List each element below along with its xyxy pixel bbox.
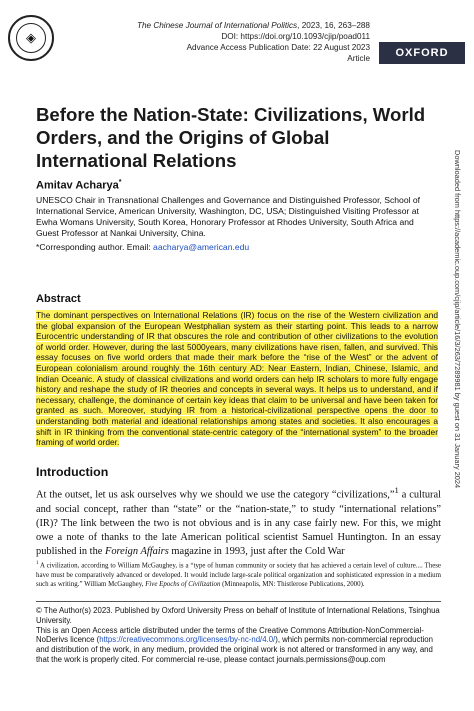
institution-seal-icon — [8, 15, 54, 61]
author-email-link[interactable]: aacharya@american.edu — [153, 242, 250, 252]
copyright-line: © The Author(s) 2023. Published by Oxford University Press on behalf of Institute of International Relations, Tsinghua University. — [36, 606, 440, 625]
intro-text-b: a cultural and social concept, rather than “state” or the “nation-state,” to study “international relations” (IR)? The link between the two is not obvious and is in any case fairly new. For this, we might owe a note of thanks to the late American political scientist Samuel Huntington. In an essay published in the — [36, 489, 441, 557]
footnote-italic: Five Epochs of Civilization — [145, 580, 221, 588]
author-name-text: Amitav Acharya — [36, 179, 119, 192]
license-block — [36, 606, 444, 665]
footnote — [36, 559, 441, 589]
intro-text-a: At the outset, let us ask ourselves why we should we use the category “civilizations,” — [36, 489, 395, 501]
journal-name: The Chinese Journal of International Politics — [136, 21, 298, 30]
download-watermark — [453, 150, 468, 570]
license-divider — [36, 601, 441, 602]
journal-citation: , 2023, 16, 263–288 — [297, 21, 370, 30]
footnote-number: 1 — [36, 561, 39, 566]
introduction-heading: Introduction — [36, 465, 109, 479]
author-affiliation: UNESCO Chair in Transnational Challenges and Governance and Distinguished Professor, School of International Service, American University, Washington, DC, USA; Distinguished Visiting Professor at Ewha Womans University, South Korea, Honorary Professor at Rhodes University, South Africa and Guest Professor at Nankai University, China. — [36, 195, 421, 238]
article-title: Before the Nation-State: Civilizations, World Orders, and the Origins of Global International Relations — [36, 104, 426, 171]
corresponding-prefix: *Corresponding author. Email: — [36, 242, 154, 252]
intro-text-c: magazine in 1993, just after the Cold War — [168, 545, 345, 557]
doi-line[interactable]: DOI: https://doi.org/10.1093/cjip/poad011 — [221, 32, 370, 41]
corresponding-author — [36, 242, 436, 253]
journal-citation-line — [100, 20, 370, 31]
introduction-paragraph — [36, 483, 441, 559]
journal-header — [100, 20, 370, 64]
seal-glyph: ◈ — [16, 23, 46, 53]
abstract-highlight-2: A study of classical civilizations and world orders can help IR scholars to more fully engage history and reshape the study of IR theories and concepts in several ways. It helps us to understand, and if necessary, challenge, the dominance of certain key ideas that claim to be universal and have been taken for granted as such. Moreover, studying IR from a historical-civilizational perspective opens the door to understanding both material and ideational relationships among states and societies. It also encourages a shift in IR thinking from the conventional state-centric category of the “international system” to the broader framing of world order. — [36, 373, 438, 448]
abstract-text — [36, 310, 438, 448]
license-text-a: This is an Open Access article distributed under the terms of the Creative Commons Attribution-NonCommercial-NoDerivs licence ( — [36, 625, 424, 645]
download-note: Downloaded from https://academic.oup.com/cjip/article/16/3/263/7289981 by guest on 31 January 2024 — [453, 150, 462, 489]
abstract-heading: Abstract — [36, 293, 81, 305]
publisher-logo: OXFORD — [379, 42, 465, 64]
advance-access-line: Advance Access Publication Date: 22 August 2023 — [186, 43, 370, 52]
abstract-highlight-1: The dominant perspectives on International Relations (IR) focus on the rise of the Western civilization and the global expansion of the European Westphalian system as their starting point. This leads to a narrow Eurocentric understanding of IR that obscures the role and contribution of other civilizations to the evolution of world order. However, during the last 5000years, many civilizations have risen, fallen, and survived. This essay focuses on five world orders that made their mark before the “rise of the West” or the advent of European colonialism around roughly the 16th century AD: Near Eastern, Indian, Chinese, Islamic, and Indian Oceanic. — [36, 310, 438, 384]
author-mark: * — [118, 179, 122, 186]
footnote-text-a: A civilization, according to William McGaughey, is a “type of human community or society that has achieved a certain level of culture.... These have must be comparatively advanced or developed. It would include large-scale political organization and sophisticated expression in a medium such as writing.” William McGaughey, — [36, 562, 441, 588]
license-url-link[interactable]: https://creativecommons.org/licenses/by-nc-nd/4.0/ — [99, 635, 276, 645]
license-text — [36, 626, 444, 665]
license-text-b: ), which permits non-commercial reproduction and distribution of the work, in any medium, provided the original work is not altered or transformed in any way, and that the work is properly cited. For commercial re-use, please contact journals.permissions@oup.com — [36, 635, 433, 664]
article-type: Article — [347, 54, 370, 63]
footnote-reference[interactable]: 1 — [394, 485, 399, 495]
intro-italic: Foreign Affairs — [104, 545, 169, 557]
author-name — [36, 179, 121, 192]
footnote-text-b: (Minneapolis, MN: Thistlerose Publications, 2000). — [220, 580, 365, 588]
